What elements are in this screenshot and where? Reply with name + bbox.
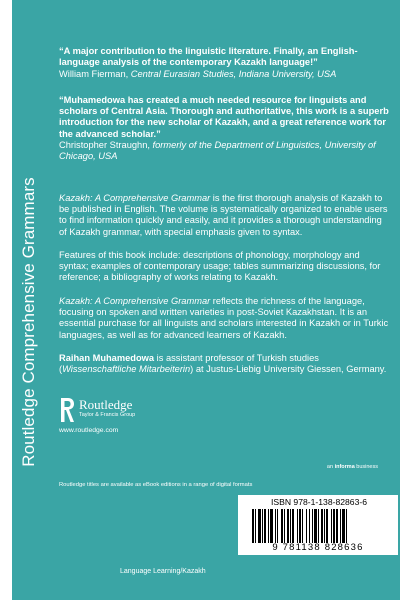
barcode-bar bbox=[277, 509, 278, 543]
barcode-bar bbox=[290, 509, 291, 543]
informa-prefix: an bbox=[326, 464, 335, 470]
barcode-bar bbox=[268, 509, 269, 543]
book-title: Kazakh: A Comprehensive Grammar bbox=[59, 295, 211, 306]
barcode-bar bbox=[258, 509, 261, 543]
barcode-number: 9 781138 828636 bbox=[272, 542, 364, 553]
barcode-bar bbox=[264, 509, 266, 543]
description-text: is the first thorough analysis of Kazakh to be published in English. The volume is systematically organized to enable users to find information quickly and easily, and it provides a thorough understanding of Kazakh grammar, with special emphasis given to syntax. bbox=[59, 192, 388, 237]
barcode-bar bbox=[309, 509, 310, 543]
review-quote-2 bbox=[59, 95, 391, 163]
publisher-logo bbox=[59, 397, 209, 467]
barcode-bar bbox=[297, 509, 298, 543]
barcode-bar bbox=[346, 509, 347, 543]
quote-source: Central Eurasian Studies, Indiana University, USA bbox=[130, 68, 337, 79]
quote-text: “Muhamedowa has created a much needed resource for linguists and scholars of Central Asia. Thorough and authoritative, this work is a superb introduction for the new scholar of Kazakh, and a great reference work for the advanced scholar.” bbox=[59, 94, 389, 139]
barcode-bar bbox=[275, 509, 276, 543]
informa-business-note bbox=[327, 464, 378, 470]
barcode-bar bbox=[262, 509, 263, 543]
barcode-bar bbox=[255, 509, 256, 543]
barcode-bars bbox=[250, 509, 390, 543]
informa-logo: informa bbox=[334, 464, 355, 470]
barcode-bar bbox=[318, 509, 319, 543]
author-bio bbox=[59, 353, 391, 376]
barcode-bar bbox=[324, 509, 325, 543]
barcode-bar bbox=[342, 509, 345, 543]
quote-person: William Fierman, bbox=[59, 68, 131, 79]
spine-series-band bbox=[14, 0, 44, 600]
quote-attribution bbox=[59, 69, 391, 80]
informa-suffix: business bbox=[354, 464, 378, 470]
quote-source: formerly of the Department of Linguistics, University of Chicago, USA bbox=[59, 140, 376, 162]
barcode-graphic bbox=[250, 509, 390, 543]
cover-text bbox=[59, 46, 391, 388]
barcode-bar bbox=[284, 509, 285, 543]
barcode-bar bbox=[270, 509, 273, 543]
routledge-r-icon bbox=[59, 397, 75, 423]
barcode-bar bbox=[281, 509, 283, 543]
back-cover bbox=[12, 0, 400, 600]
barcode-bar bbox=[340, 509, 341, 543]
quote-text: “A major contribution to the linguistic literature. Finally, an English-language analysis of the contemporary Kazakh language!” bbox=[59, 46, 358, 68]
barcode-bar bbox=[333, 509, 335, 543]
review-quote-1 bbox=[59, 46, 391, 80]
description-text: reflects the richness of the language, focusing on spoken and written varieties in post-Soviet Kazakhstan. It is an essential purchase for all linguists and scholars interested in Kazakh or in Turkic languages, as well as for advanced learners of Kazakh. bbox=[59, 295, 389, 340]
author-position: Wissenschaftliche Mitarbeiterin bbox=[62, 364, 191, 375]
book-title: Kazakh: A Comprehensive Grammar bbox=[59, 192, 211, 203]
barcode-bar bbox=[299, 509, 301, 543]
author-name: Raihan Muhamedowa bbox=[59, 352, 155, 363]
description-paragraph-1 bbox=[59, 193, 391, 238]
ebook-note: Routledge titles are available as eBook editions in a range of digital formats bbox=[59, 482, 253, 488]
barcode-bar bbox=[312, 509, 313, 543]
description-paragraph-2: Features of this book include: descriptions of phonology, morphology and syntax; examples of contemporary usage; tables summarizing discussions, for reference; a bibliography of works relating to Kazakh. bbox=[59, 249, 381, 283]
subject-category: Language Learning/Kazakh bbox=[120, 568, 206, 575]
barcode-bar bbox=[331, 509, 332, 543]
publisher-name: Routledge bbox=[79, 397, 133, 412]
barcode-bar bbox=[336, 509, 338, 543]
quote-person: Christopher Straughn, bbox=[59, 140, 153, 151]
barcode-bar bbox=[326, 509, 328, 543]
author-bio-text: is assistant professor of Turkish studies ( bbox=[59, 352, 319, 375]
author-bio-text: ) at Justus-Liebig University Giessen, Germany. bbox=[190, 364, 387, 375]
publisher-url: www.routledge.com bbox=[59, 427, 119, 434]
barcode-bar bbox=[302, 509, 303, 543]
barcode-bar bbox=[314, 509, 317, 543]
series-title: Routledge Comprehensive Grammars bbox=[19, 177, 38, 467]
barcode-bar bbox=[292, 509, 294, 543]
barcode-bar bbox=[287, 509, 289, 543]
barcode-bar bbox=[321, 509, 323, 543]
isbn-barcode bbox=[238, 495, 398, 555]
isbn-label: ISBN 978-1-138-82863-6 bbox=[270, 497, 368, 507]
description-paragraph-3 bbox=[59, 296, 391, 341]
publisher-group: Taylor & Francis Group bbox=[79, 412, 136, 418]
quote-attribution bbox=[59, 140, 391, 163]
barcode-bar bbox=[252, 509, 254, 543]
barcode-bar bbox=[306, 509, 307, 543]
